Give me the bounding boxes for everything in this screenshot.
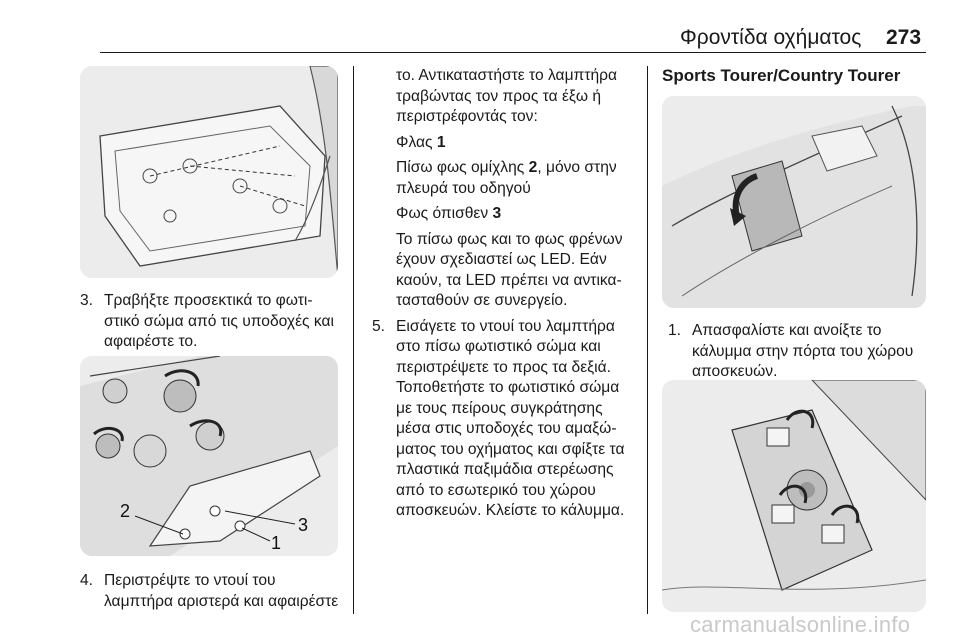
step-4-number: 4. [80, 572, 94, 589]
callout-1: 1 [271, 533, 282, 553]
column-divider-right [647, 66, 648, 614]
cover-bulbs-illustration [662, 380, 926, 612]
step-3-item [80, 291, 342, 353]
figure-cover-bulbs [662, 380, 926, 612]
bulb-rear-fog-label: Πίσω φως ομίχλης [396, 159, 529, 176]
page-header [0, 0, 960, 56]
watermark: carmanualsonline.info [690, 612, 911, 637]
bulb-reverse [372, 204, 637, 225]
step-5-item [372, 317, 637, 522]
figure-trunk-cover [662, 96, 926, 308]
tail-lamp-removal-illustration [80, 66, 338, 278]
right-step-1 [668, 321, 930, 383]
figure-tail-lamp-removal [80, 66, 338, 278]
header-title: Φροντίδα οχήματος [680, 26, 862, 49]
callout-3: 3 [298, 515, 309, 535]
step-3 [80, 291, 342, 353]
step-4-item [80, 571, 342, 612]
bulb-rear-fog [372, 158, 637, 199]
right-step-1-number: 1. [668, 322, 682, 339]
column-divider-left [353, 66, 354, 614]
step-5-number: 5. [372, 317, 386, 335]
middle-column [372, 66, 637, 522]
section-heading: Sports Tourer/Country Tourer [662, 66, 901, 85]
led-note: Το πίσω φως και το φως φρένων έχουν σχεδιαστεί ως LED. Εάν καούν, τα LED πρέπει να αντικατασταθούν σε συνεργείο. [396, 230, 623, 309]
bulb-reverse-label: Φως όπισθεν [396, 205, 493, 222]
step-4 [80, 571, 342, 612]
step-4-text: Περιστρέψτε το ντουί του λαμπτήρα αριστερά και αφαιρέστε [104, 572, 339, 610]
step-3-text: Τραβήξτε προσεκτικά το φωτιστικό σώμα από τις υποδοχές και αφαιρέστε το. [104, 292, 334, 350]
step-3-number: 3. [80, 292, 94, 309]
right-step-1-item [668, 321, 930, 383]
bulb-holders-illustration [80, 356, 338, 556]
step-4-continued: το. Αντικαταστήστε το λαμπτήρα τραβώντας τον προς τα έξω ή περιστρέφοντάς τον: [396, 67, 618, 125]
bulb-turn-signal-number: 1 [436, 133, 446, 151]
trunk-cover-illustration [662, 96, 926, 308]
bulb-turn-signal-label: Φλας [396, 133, 437, 151]
bulb-rear-fog-suffix: , μόνο στην πλευρά του οδηγού [396, 159, 617, 197]
callout-2: 2 [120, 501, 131, 521]
bulb-turn-signal [372, 133, 637, 154]
header-rule [100, 52, 926, 53]
step-5-text: Εισάγετε το ντουί του λαμπτήρα στο πίσω φωτιστικό σώμα και περιστρέψετε το προς τα δεξιά. Τοποθετήστε το φωτιστικό σώμα με τους πείρους συγκράτησης μέσα στις υποδοχές του αμαξώματος του οχήματος και σφίξτε τα πλαστικά παξιμάδια στερέωσης από το εσωτερικό του χώρου αποσκευών. Κλείστε το κάλυμμα. [396, 317, 625, 519]
bulb-reverse-number: 3 [492, 205, 502, 222]
figure-bulb-holders [80, 356, 338, 556]
page-number: 273 [886, 26, 922, 49]
right-step-1-text: Απασφαλίστε και ανοίξτε το κάλυμμα στην πόρτα του χώρου αποσκευών. [692, 322, 914, 380]
bulb-rear-fog-number: 2 [528, 159, 538, 176]
